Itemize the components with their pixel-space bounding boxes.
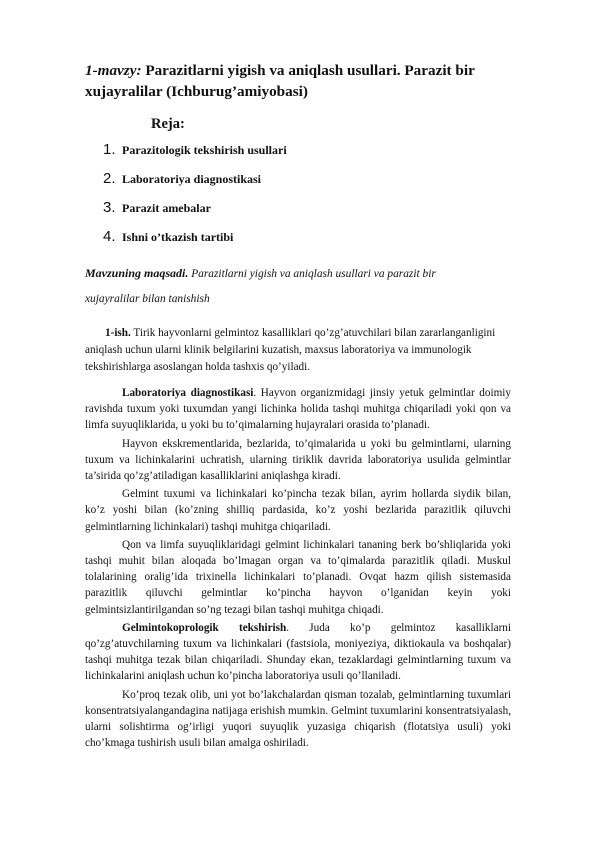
- aim-text-1: Parazitlarni yigish va aniqlash usullari va parazit bir: [188, 268, 436, 280]
- paragraph-text: . Hayvon organizmidagi jinsiy yetuk gelmintlar doimiy ravishda tuxum yoki tuxumdan yangi lichinka holida tashqi muhitga chiqariladi yoki qon va limfa suyuqliklarida, u yoki bu to’qimalarning hujayralari orasida to’planadi.: [85, 387, 511, 432]
- paragraph-text: Gelmint tuxumi va lichinkalari ko’pincha tezak bilan, ayrim hollarda siydik bilan, ko’z yoshi bilan (ko’zning shilliq pardasida, ko’z yoshi bezlarida parazitlik qiluvchi gelmintlarning lichinkalari) tashqi muhitga chiqariladi.: [85, 488, 511, 533]
- page-title: [85, 60, 525, 102]
- plan-item: [103, 141, 287, 170]
- paragraph-text: Ko’proq tezak olib, uni yot bo’lakchalardan qisman tozalab, gelmintlarning tuxumlari konsentratsiyalangandagina natijaga erishish mumkin. Gelmint tuxumlarini konsentratsiyalash, ularni solishtirma og’irligi yuqori suyuqlik yuzasiga chiqarish (flotatsiya usuli) yoki cho’kmaga tushirish usuli bilan amalga oshiriladi.: [85, 688, 511, 750]
- plan-item-number: 1.: [103, 141, 116, 158]
- body-paragraph: [85, 687, 511, 752]
- plan-item-text: Parazit amebalar: [122, 201, 211, 215]
- section-1-paragraph: [85, 325, 511, 376]
- plan-item-text: Parazitologik tekshirish usullari: [122, 143, 287, 157]
- aim-line-1: [85, 266, 436, 281]
- body-paragraph: [85, 436, 511, 484]
- plan-item-text: Laboratoriya diagnostikasi: [122, 172, 262, 186]
- body-paragraph: [85, 486, 511, 534]
- paragraph-term: Laboratoriya diagnostikasi: [122, 387, 254, 399]
- paragraph-term: Gelmintokoprologik tekshirish: [122, 621, 287, 634]
- plan-heading: Reja:: [151, 116, 185, 132]
- topic-title: Parazitlarni yigish va aniqlash usullari. Parazit bir xujayralilar (Ichburug’amiyobasi): [85, 62, 475, 100]
- aim-line-2: xujayralilar bilan tanishish: [85, 293, 210, 305]
- plan-item-number: 4.: [103, 228, 116, 245]
- plan-list: [103, 141, 287, 257]
- body-text: [85, 385, 511, 754]
- plan-item: [103, 228, 287, 257]
- plan-item: [103, 170, 287, 199]
- topic-number: 1-mavzy:: [85, 62, 142, 79]
- body-paragraph: [85, 385, 511, 433]
- paragraph-text: Qon va limfa suyuqliklaridagi gelmint lichinkalari tananing berk bo’shliqlarida yoki tashqi muhit bilan aloqada bo’lmagan organ va to’qimalarda parazitlik qiladi. Muskul tolalarining oralig’ida trixinella lichinkalari to’planadi. Ovqat hazm qilish sistemasida parazitlik qiluvchi gelmintlar ko’pincha hayvon o’lganidan keyin yoki gelmintsizlantirilgandan so’ng tezagi bilan tashqi muhitga chiqadi.: [85, 538, 511, 616]
- plan-item-number: 2.: [103, 170, 116, 187]
- section-1-text: Tirik hayvonlarni gelmintoz kasalliklari qo’zg’atuvchilari bilan zararlanganligini aniqlash uchun ularni klinik belgilarini kuzatish, maxsus laboratoriya va immunologik tekshirishlarga asoslangan holda tashxis qo’yiladi.: [85, 327, 496, 373]
- body-paragraph: [85, 537, 511, 618]
- paragraph-text: . Juda ko’p gelmintoz kasalliklarni qo’zg’atuvchilarning tuxum va lichinkalari (fastsiola, moniyeziya, diktiokaula va boshqalar) tashqi muhitga tezak bilan chiqariladi. Shunday ekan, tezaklardagi gelmintlarning tuxum va lichinkalarini aniqlash uchun ko’pincha laboratoriya usuli qo’llaniladi.: [85, 621, 511, 683]
- section-1-label: 1-ish.: [105, 327, 131, 339]
- aim-label: Mavzuning maqsadi.: [85, 266, 189, 280]
- paragraph-text: Hayvon ekskrementlarida, bezlarida, to’qimalarida u yoki bu gelmintlarni, ularning tuxum va lichinkalarini uchratish, ularning tiriklik davrida laboratoriya usulida gelmintlar ta’sirida qo’zg’atiladigan kasalliklarini aniqlashga kiradi.: [85, 437, 511, 482]
- plan-item-text: Ishni o’tkazish tartibi: [122, 230, 234, 244]
- body-paragraph: [85, 620, 511, 685]
- plan-item: [103, 199, 287, 228]
- plan-item-number: 3.: [103, 199, 116, 216]
